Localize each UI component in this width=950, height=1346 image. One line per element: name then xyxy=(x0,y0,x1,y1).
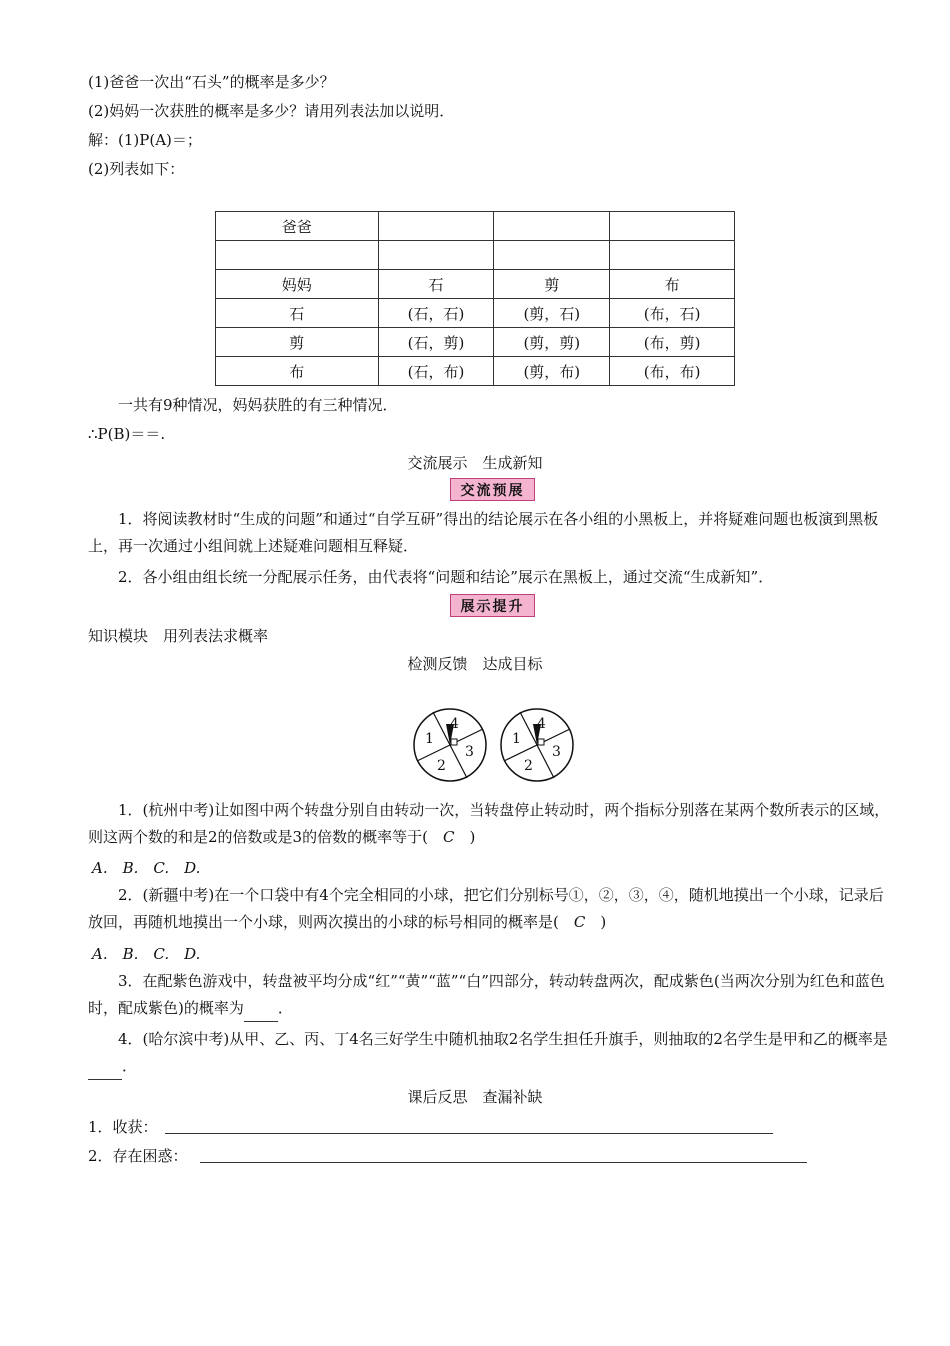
table-cell xyxy=(494,212,610,241)
table-cell: (石，布) xyxy=(378,357,494,386)
exercise-3-blank xyxy=(244,1003,278,1022)
table-row-blank xyxy=(216,241,735,270)
spinner-label: 4 xyxy=(537,716,546,732)
exercise-2-options: A. B. C. D. xyxy=(92,945,201,963)
table-cell: 剪 xyxy=(494,270,610,299)
table-row xyxy=(216,357,735,386)
reflection-confusion-label: 2．存在困惑： xyxy=(88,1147,188,1165)
table-cell xyxy=(216,241,379,270)
table-cell: (剪，布) xyxy=(494,357,610,386)
table-row xyxy=(216,328,735,357)
exercise-2-answer: C xyxy=(573,913,586,931)
outcome-table xyxy=(215,211,735,386)
table-cell: (布，布) xyxy=(610,357,735,386)
summary-line-2: ∴P(B)＝＝. xyxy=(88,425,166,443)
question-2-text: (2)妈妈一次获胜的概率是多少？请用列表法加以说明． xyxy=(88,102,455,120)
table-cell: 石 xyxy=(216,299,379,328)
reflection-gain-label: 1．收获： xyxy=(88,1118,158,1136)
spinner-label: 3 xyxy=(552,744,561,760)
table-cell: (剪，石) xyxy=(494,299,610,328)
table-cell xyxy=(610,212,735,241)
table-cell: 石 xyxy=(378,270,494,299)
exchange-paragraph-2: 2．各小组由组长统一分配展示任务，由代表将“问题和结论”展示在黑板上，通过交流“生成新知”． xyxy=(118,568,774,586)
exercise-2 xyxy=(88,882,898,936)
spinner-right-icon xyxy=(501,709,573,781)
spinner-label: 1 xyxy=(425,731,434,747)
solution-1-text: 解：(1)P(A)＝； xyxy=(88,131,202,149)
exercise-1-options: A. B. C. D. xyxy=(92,859,201,877)
table-cell xyxy=(610,241,735,270)
table-row-father xyxy=(216,212,735,241)
table-row xyxy=(216,299,735,328)
summary-line-1: 一共有9种情况，妈妈获胜的有三种情况． xyxy=(118,396,398,414)
table-cell: (石，剪) xyxy=(378,328,494,357)
exercise-3-text: 3．在配紫色游戏中，转盘被平均分成“红”“黄”“蓝”“白”四部分，转动转盘两次，配成紫色(当两次分别为红色和蓝色时，配成紫色)的概率为 xyxy=(88,972,885,1017)
exercise-4-blank xyxy=(88,1061,122,1080)
spinner-left-icon xyxy=(414,709,486,781)
table-cell: 妈妈 xyxy=(216,270,379,299)
section-title-feedback: 检测反馈 达成目标 xyxy=(407,655,543,673)
section-title-exchange: 交流展示 生成新知 xyxy=(407,454,543,472)
table-cell: 爸爸 xyxy=(216,212,379,241)
question-1-text: (1)爸爸一次出“石头”的概率是多少？ xyxy=(88,73,335,91)
exercise-2-close: ) xyxy=(600,913,607,931)
exercise-1 xyxy=(88,797,898,851)
spinners-figure xyxy=(405,700,585,790)
exchange-preview-badge: 交流预展 xyxy=(450,478,535,501)
exercise-3-end: ． xyxy=(277,999,293,1017)
exercise-3 xyxy=(88,968,898,1022)
confusion-answer-line xyxy=(200,1162,807,1163)
exercise-4-end: ． xyxy=(122,1057,138,1075)
table-cell: (布，石) xyxy=(610,299,735,328)
exercise-2-text: 2．(新疆中考)在一个口袋中有4个完全相同的小球，把它们分别标号①，②，③，④，随机地摸出一个小球，记录后放回，再随机地摸出一个小球，则两次摸出的小球的标号相同的概率是( xyxy=(88,886,884,931)
solution-2-text: (2)列表如下： xyxy=(88,160,185,178)
spinner-label: 3 xyxy=(465,744,474,760)
spinner-label: 2 xyxy=(437,758,446,774)
exercise-1-text: 1．(杭州中考)让如图中两个转盘分别自由转动一次，当转盘停止转动时，两个指标分别落在某两个数所表示的区域，则这两个数的和是2的倍数或是3的倍数的概率等于( xyxy=(88,801,890,846)
exercise-1-close: ) xyxy=(469,828,476,846)
gain-answer-line xyxy=(165,1133,773,1134)
section-title-reflection: 课后反思 查漏补缺 xyxy=(407,1088,543,1106)
table-cell: 剪 xyxy=(216,328,379,357)
table-cell xyxy=(378,241,494,270)
table-cell: (布，剪) xyxy=(610,328,735,357)
spinner-label: 4 xyxy=(450,716,459,732)
table-cell: (石，石) xyxy=(378,299,494,328)
table-cell xyxy=(494,241,610,270)
table-cell: (剪，剪) xyxy=(494,328,610,357)
table-cell: 布 xyxy=(216,357,379,386)
table-cell xyxy=(378,212,494,241)
exercise-4-text: 4．(哈尔滨中考)从甲、乙、丙、丁4名三好学生中随机抽取2名学生担任升旗手，则抽取的2名学生是甲和乙的概率是 xyxy=(118,1030,888,1048)
spinner-label: 2 xyxy=(524,758,533,774)
knowledge-module-title: 知识模块 用列表法求概率 xyxy=(88,627,269,645)
table-row-mother xyxy=(216,270,735,299)
exchange-paragraph-1: 1．将阅读教材时“生成的问题”和通过“自学互研”得出的结论展示在各小组的小黑板上，并将疑难问题也板演到黑板上，再一次通过小组间就上述疑难问题相互释疑． xyxy=(88,510,879,555)
spinner-label: 1 xyxy=(512,731,521,747)
table-cell: 布 xyxy=(610,270,735,299)
exercise-4 xyxy=(88,1026,898,1080)
show-improve-badge: 展示提升 xyxy=(450,594,535,617)
exercise-1-answer: C xyxy=(442,828,455,846)
